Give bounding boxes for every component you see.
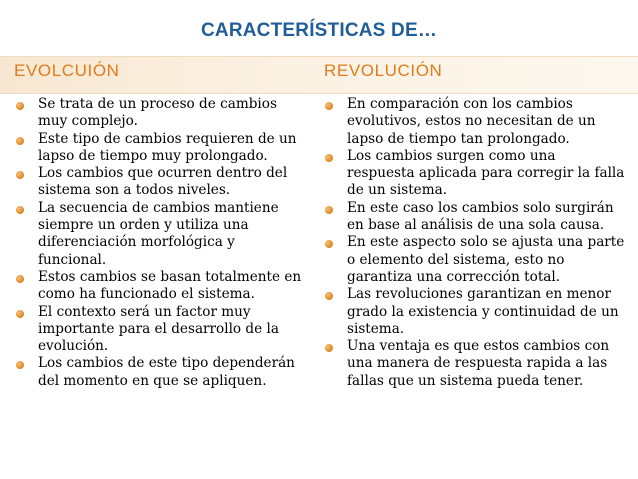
list-item [14,131,304,166]
list-item [323,338,625,390]
list-item [14,355,304,390]
list-item-text: Los cambios que ocurren dentro del sistema son a todos niveles. [38,165,288,199]
list-item-text: Este tipo de cambios requieren de un lapso de tiempo muy prolongado. [38,130,297,164]
list-item-text: Los cambios surgen como una respuesta aplicada para corregir la falla de un sistema. [347,147,625,199]
list-item-text: Las revoluciones garantizan en menor grado la existencia y continuidad de un sistema. [347,286,619,337]
evolution-heading: EVOLCUIÓN [14,61,120,80]
list-item-text: Estos cambios se basan totalmente en como ha funcionado el sistema. [38,268,302,303]
bullet-icon [325,240,333,248]
list-item-text: Una ventaja es que estos cambios con una manera de respuesta rapida a las fallas que un sistema pueda tener. [347,338,610,389]
list-item [14,96,304,131]
slide-title: CARACTERÍSTICAS DE… [200,20,438,41]
list-item [323,286,625,338]
list-item-text: Los cambios de este tipo dependerán del momento en que se apliquen. [38,355,295,389]
bullet-icon [16,361,24,369]
list-item-text: El contexto será un factor muy importante para el desarrollo de la evolución. [38,303,279,355]
bullet-icon [16,275,24,283]
bullet-icon [16,171,24,179]
revolution-heading: REVOLUCIÓN [324,61,443,80]
list-item [323,148,625,200]
list-item-text: En comparación con los cambios evolutivos, estos no necesitan de un lapso de tiempo tan prolongado. [347,96,596,147]
bullet-icon [16,102,24,110]
list-item-text: En este caso los cambios solo surgirán en base al análisis de una sola causa. [347,199,614,234]
list-item [14,304,304,356]
evolution-list [14,96,304,390]
list-item [14,200,304,269]
bullet-icon [325,102,333,110]
list-item-text: Se trata de un proceso de cambios muy complejo. [38,96,277,130]
bullet-icon [16,206,24,214]
list-item-text: La secuencia de cambios mantiene siempre un orden y utiliza una diferenciación morfológica y funcional. [38,199,279,268]
list-item [14,165,304,200]
list-item-text: En este aspecto solo se ajusta una parte o elemento del sistema, esto no garantiza una corrección total. [347,234,625,285]
bullet-icon [325,292,333,300]
list-item [323,96,625,148]
list-item [323,234,625,286]
bullet-icon [16,310,24,318]
revolution-list [323,96,625,390]
bullet-icon [325,154,333,162]
bullet-icon [16,137,24,145]
bullet-icon [325,206,333,214]
list-item [323,200,625,235]
list-item [14,269,304,304]
bullet-icon [325,344,333,352]
